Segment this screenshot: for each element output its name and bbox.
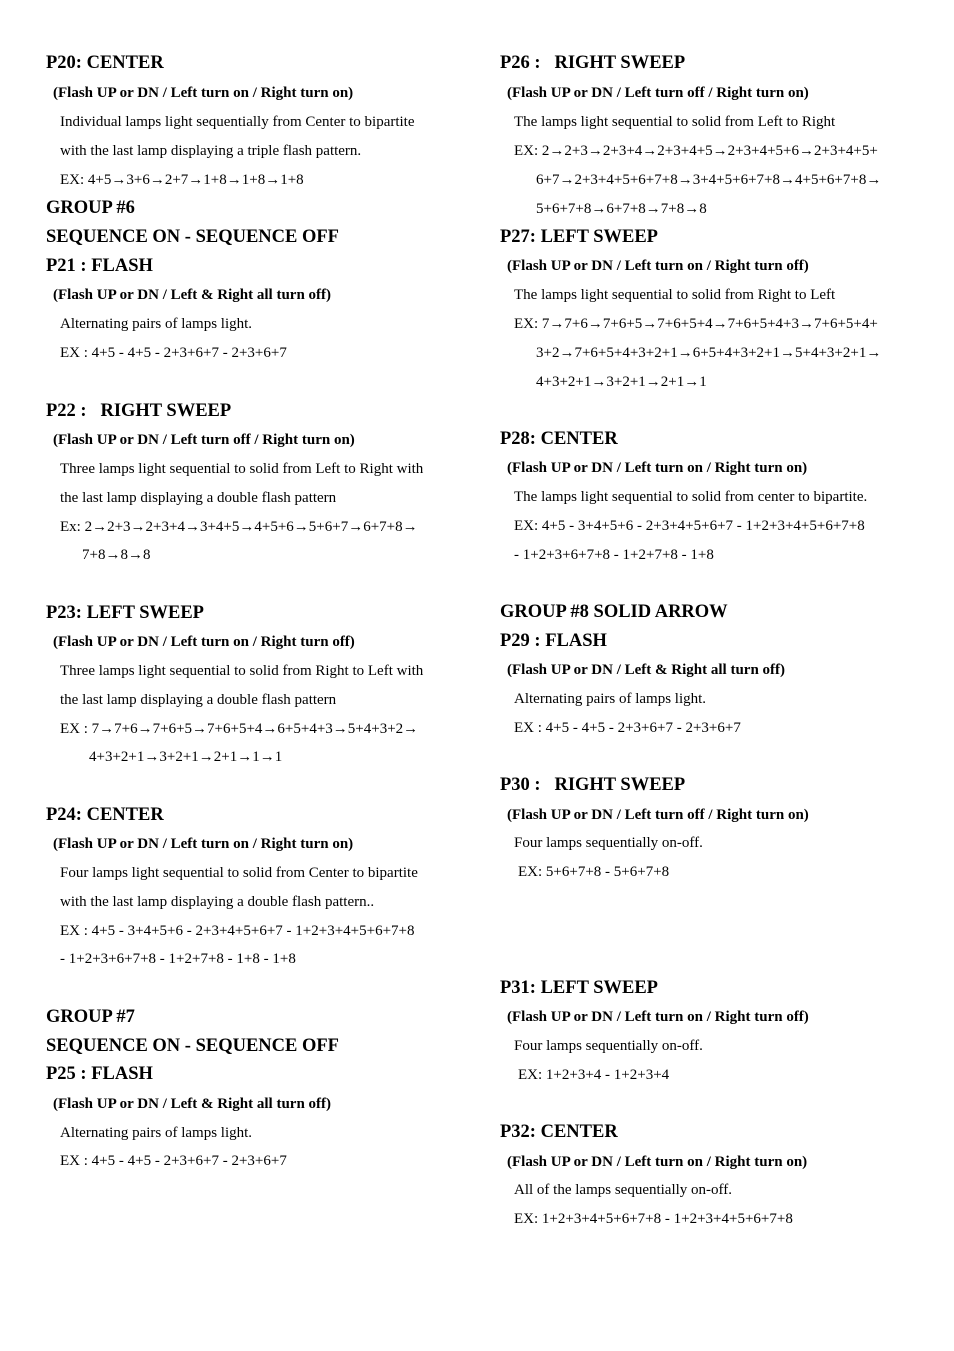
- description-line: Four lamps sequentially on-off.: [514, 1038, 703, 1054]
- description-line: with the last lamp displaying a triple flash pattern.: [60, 143, 362, 159]
- section-heading: SEQUENCE ON - SEQUENCE OFF: [46, 1036, 339, 1056]
- description-line: Ex: 2→2+3→2+3+4→3+4+5→4+5+6→5+6+7→6+7+8→: [60, 519, 418, 535]
- section-heading: P28: CENTER: [500, 429, 618, 449]
- section-heading: P23: LEFT SWEEP: [46, 603, 204, 623]
- description-line: 5+6+7+8→6+7+8→7+8→8: [536, 201, 707, 217]
- description-line: with the last lamp displaying a double flash pattern..: [60, 894, 375, 910]
- mode-condition: (Flash UP or DN / Left turn on / Right turn on): [507, 460, 808, 476]
- description-line: The lamps light sequential to solid from center to bipartite.: [514, 489, 868, 505]
- description-line: EX : 7→7+6→7+6+5→7+6+5+4→6+5+4+3→5+4+3+2→: [60, 721, 419, 737]
- section-heading: SEQUENCE ON - SEQUENCE OFF: [46, 227, 339, 247]
- description-line: The lamps light sequential to solid from Right to Left: [514, 287, 836, 303]
- description-line: The lamps light sequential to solid from Left to Right: [514, 114, 836, 130]
- description-line: All of the lamps sequentially on-off.: [514, 1182, 733, 1198]
- mode-condition: (Flash UP or DN / Left & Right all turn off): [53, 287, 332, 303]
- description-line: Four lamps sequentially on-off.: [514, 835, 703, 851]
- section-heading: P22 : RIGHT SWEEP: [46, 401, 232, 421]
- section-heading: P31: LEFT SWEEP: [500, 978, 658, 998]
- section-heading: GROUP #7: [46, 1007, 135, 1027]
- description-line: - 1+2+3+6+7+8 - 1+2+7+8 - 1+8: [514, 547, 714, 563]
- section-heading: P20: CENTER: [46, 53, 164, 73]
- description-line: Three lamps light sequential to solid from Right to Left with: [60, 663, 424, 679]
- mode-condition: (Flash UP or DN / Left turn on / Right turn off): [53, 634, 355, 650]
- description-line: EX: 2→2+3→2+3+4→2+3+4+5→2+3+4+5+6→2+3+4+5+: [514, 143, 878, 159]
- description-line: Individual lamps light sequentially from Center to bipartite: [60, 114, 415, 130]
- description-line: Alternating pairs of lamps light.: [514, 691, 707, 707]
- section-heading: GROUP #8 SOLID ARROW: [500, 602, 728, 622]
- section-heading: P24: CENTER: [46, 805, 164, 825]
- description-line: the last lamp displaying a double flash pattern: [60, 490, 337, 506]
- description-line: 7+8→8→8: [82, 547, 151, 563]
- description-line: 4+3+2+1→3+2+1→2+1→1: [536, 374, 707, 390]
- description-line: EX: 1+2+3+4+5+6+7+8 - 1+2+3+4+5+6+7+8: [514, 1211, 793, 1227]
- section-heading: P27: LEFT SWEEP: [500, 227, 658, 247]
- description-line: 6+7→2+3+4+5+6+7+8→3+4+5+6+7+8→4+5+6+7+8→: [536, 172, 882, 188]
- mode-condition: (Flash UP or DN / Left turn off / Right turn on): [507, 807, 809, 823]
- description-line: EX: 7→7+6→7+6+5→7+6+5+4→7+6+5+4+3→7+6+5+4+: [514, 316, 878, 332]
- mode-condition: (Flash UP or DN / Left turn off / Right turn on): [507, 85, 809, 101]
- mode-condition: (Flash UP or DN / Left turn off / Right turn on): [53, 432, 355, 448]
- mode-condition: (Flash UP or DN / Left turn on / Right turn off): [507, 1009, 809, 1025]
- mode-condition: (Flash UP or DN / Left & Right all turn off): [53, 1096, 332, 1112]
- mode-condition: (Flash UP or DN / Left & Right all turn off): [507, 662, 786, 678]
- description-line: EX: 4+5→3+6→2+7→1+8→1+8→1+8: [60, 172, 304, 188]
- description-line: EX: 5+6+7+8 - 5+6+7+8: [518, 864, 670, 880]
- description-line: Alternating pairs of lamps light.: [60, 1125, 253, 1141]
- mode-condition: (Flash UP or DN / Left turn on / Right turn on): [53, 85, 354, 101]
- description-line: Four lamps light sequential to solid from Center to bipartite: [60, 865, 418, 881]
- description-line: 4+3+2+1→3+2+1→2+1→1→1: [89, 749, 283, 765]
- mode-condition: (Flash UP or DN / Left turn on / Right turn on): [53, 836, 354, 852]
- description-line: EX : 4+5 - 4+5 - 2+3+6+7 - 2+3+6+7: [60, 1153, 287, 1169]
- description-line: EX : 4+5 - 3+4+5+6 - 2+3+4+5+6+7 - 1+2+3+4+5+6+7+8: [60, 923, 415, 939]
- description-line: EX: 4+5 - 3+4+5+6 - 2+3+4+5+6+7 - 1+2+3+4+5+6+7+8: [514, 518, 865, 534]
- description-line: EX : 4+5 - 4+5 - 2+3+6+7 - 2+3+6+7: [60, 345, 287, 361]
- description-line: Three lamps light sequential to solid from Left to Right with: [60, 461, 424, 477]
- section-heading: P32: CENTER: [500, 1122, 618, 1142]
- section-heading: P30 : RIGHT SWEEP: [500, 775, 686, 795]
- section-heading: P29 : FLASH: [500, 631, 607, 651]
- section-heading: GROUP #6: [46, 198, 135, 218]
- section-heading: P25 : FLASH: [46, 1064, 153, 1084]
- description-line: EX : 4+5 - 4+5 - 2+3+6+7 - 2+3+6+7: [514, 720, 741, 736]
- description-line: Alternating pairs of lamps light.: [60, 316, 253, 332]
- description-line: EX: 1+2+3+4 - 1+2+3+4: [518, 1067, 670, 1083]
- description-line: - 1+2+3+6+7+8 - 1+2+7+8 - 1+8 - 1+8: [60, 951, 296, 967]
- mode-condition: (Flash UP or DN / Left turn on / Right turn off): [507, 258, 809, 274]
- section-heading: P26 : RIGHT SWEEP: [500, 53, 686, 73]
- description-line: the last lamp displaying a double flash pattern: [60, 692, 337, 708]
- mode-condition: (Flash UP or DN / Left turn on / Right turn on): [507, 1154, 808, 1170]
- description-line: 3+2→7+6+5+4+3+2+1→6+5+4+3+2+1→5+4+3+2+1→: [536, 345, 882, 361]
- section-heading: P21 : FLASH: [46, 256, 153, 276]
